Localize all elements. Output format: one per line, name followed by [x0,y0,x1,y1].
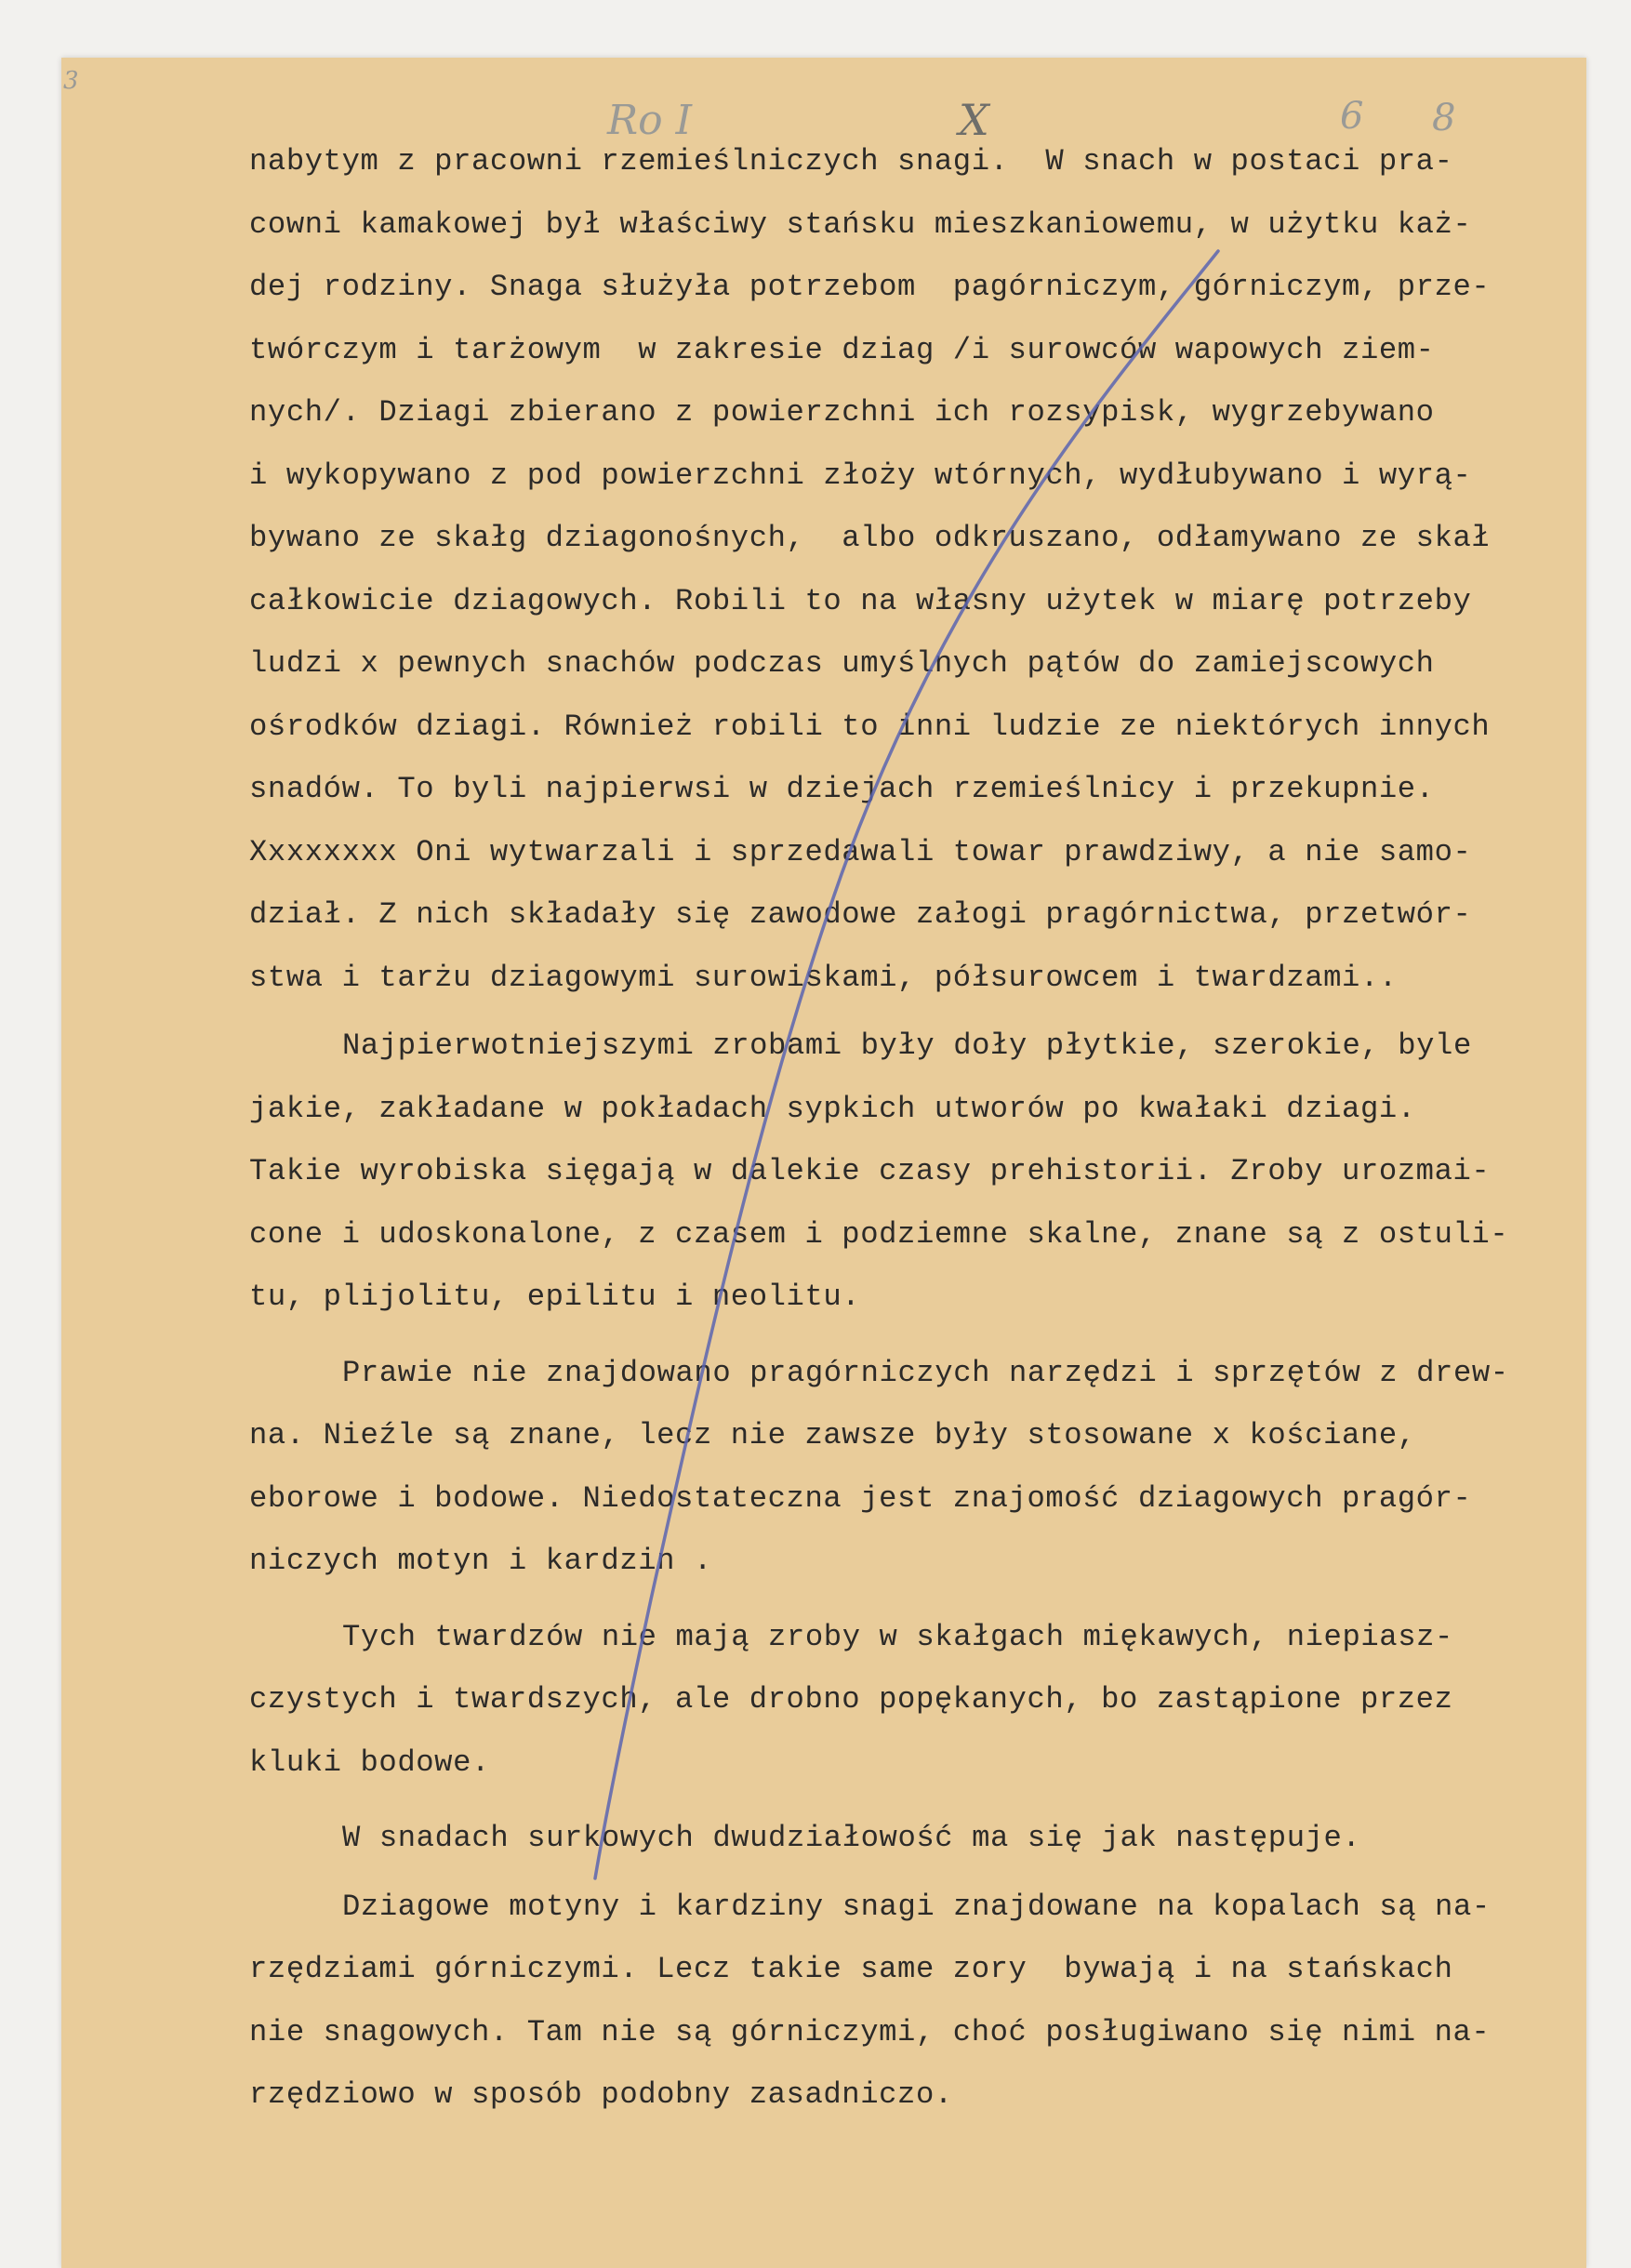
text-line: nie snagowych. Tam nie są górniczymi, choć posługiwano się nimi na- [249,2014,1491,2049]
page-number-alt: 8 [1432,97,1456,139]
text-line: tu, plijolitu, epilitu i neolitu. [249,1280,861,1314]
corner-mark: 3 [63,67,79,95]
text-line: nych/. Dziagi zbierano z powierzchni ich rozsypisk, wygrzebywano [249,395,1435,430]
text-line: i wykopywano z pod powierzchni złoży wtórnych, wydłubywano i wyrą- [249,458,1472,493]
text-line: Takie wyrobiska sięgają w dalekie czasy prehistorii. Zroby urozmai- [249,1154,1491,1188]
text-line: ośrodków dziagi. Również robili to inni ludzie ze niektórych innych [249,709,1491,744]
page-number: 6 [1340,95,1364,138]
text-line: twórczym i tarżowym w zakresie dziag /i surowców wapowych ziem- [249,332,1435,367]
paragraph-start: Dziagowe motyny i kardziny snagi znajdowane na kopalach są na- [342,1889,1491,1924]
text-line: cone i udoskonalone, z czasem i podziemne skalne, znane są z ostuli- [249,1216,1509,1252]
text-line: całkowicie dziagowych. Robili to na własny użytek w miarę potrzeby [249,583,1472,618]
text-line: stwa i tarżu dziagowymi surowiskami, półsurowcem i twardzami.. [249,960,1398,995]
paragraph-start: W snadach surkowych dwudziałowość ma się jak następuje. [342,1821,1361,1855]
section-mark: Ro I [607,97,692,144]
text-line: eborowe i bodowe. Niedostateczna jest znajomość dziagowych pragór- [249,1480,1472,1516]
text-line: cowni kamakowej był właściwy stańsku mieszkaniowemu, w użytku każ- [249,206,1472,242]
section-mark-roman: X [959,95,989,145]
text-line: Xxxxxxxx Oni wytwarzali i sprzedawali towar prawdziwy, a nie samo- [249,834,1472,869]
text-line: jakie, zakładane w pokładach sypkich utworów po kwałaki dziagi. [249,1091,1416,1126]
text-line: na. Nieźle są znane, lecz nie zawsze były stosowane x kościane, [249,1418,1416,1452]
text-line: rzędziami górniczymi. Lecz takie same zory bywają i na stańskach [249,1952,1453,1986]
paragraph-start: Tych twardzów nie mają zroby w skałgach miękawych, niepiasz- [342,1619,1453,1654]
text-line: bywano ze skałg dziagonośnych, albo odkruszano, odłamywano ze skał [249,521,1491,555]
text-line: nabytym z pracowni rzemieślniczych snagi. W snach w postaci pra- [249,144,1453,179]
text-line: czystych i twardszych, ale drobno popękanych, bo zastąpione przez [249,1682,1453,1717]
text-line: snadów. To byli najpierwsi w dziejach rzemieślnicy i przekupnie. [249,772,1435,806]
text-line: niczych motyn i kardzin . [249,1544,712,1578]
text-line: ludzi x pewnych snachów podczas umyślnych pątów do zamiejscowych [249,646,1435,681]
paragraph-start: Najpierwotniejszymi zrobami były doły płytkie, szerokie, byle [342,1028,1472,1063]
text-line: dział. Z nich składały się zawodowe załogi pragórnictwa, przetwór- [249,897,1472,932]
paragraph-start: Prawie nie znajdowano pragórniczych narzędzi i sprzętów z drew- [342,1355,1509,1390]
typewritten-body [249,130,1625,2127]
text-line: kluki bodowe. [249,1744,490,1780]
text-line: rzędziowo w sposób podobny zasadniczo. [249,2077,953,2112]
text-line: dej rodziny. Snaga służyła potrzebom pagórniczym, górniczym, prze- [249,270,1491,304]
